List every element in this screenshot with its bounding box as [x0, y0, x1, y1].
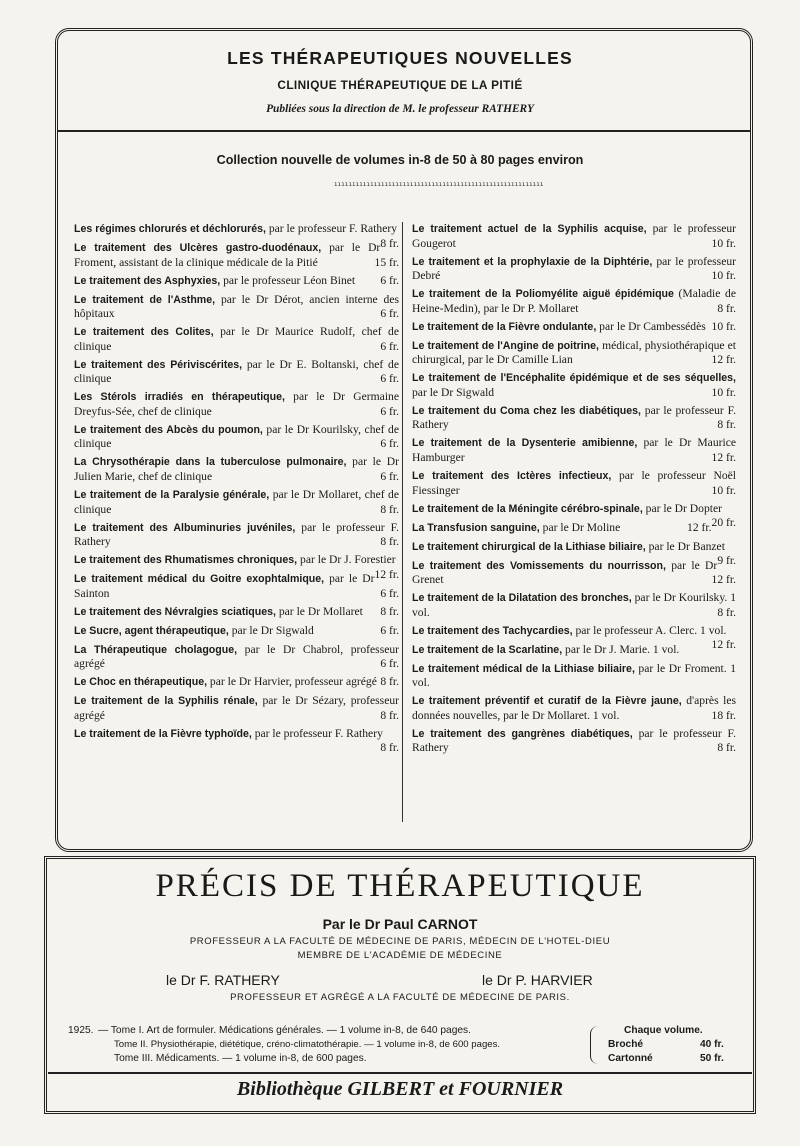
catalog-entry: [412, 694, 736, 722]
entry-author: par le Dr Froment, assistant de la clinique médicale de la Pitié: [74, 240, 381, 269]
entry-author: médical, physiothérapique et chirurgical, par le Dr Camille Lian: [412, 338, 736, 367]
entry-title: Le traitement de la Méningite cérébro-spinale,: [412, 502, 643, 515]
left-column: [74, 222, 399, 755]
entry-author: par le Dr Sigwald: [228, 623, 314, 637]
entry-price: 18 fr.: [711, 708, 736, 722]
entry-price: 6 fr.: [380, 623, 399, 637]
catalog-entry: [412, 727, 736, 755]
tome-2: Tome II. Physiothérapie, diététique, créno-climatothérapie. — 1 volume in-8, de 600 pages.: [114, 1039, 501, 1050]
entry-title: Le traitement de l'Encéphalite épidémique et de ses séquelles,: [412, 372, 736, 385]
catalog-entry: [412, 255, 736, 283]
entry-author: par le Dr Moline: [539, 520, 621, 534]
price-head: Chaque volume.: [624, 1025, 703, 1036]
entry-title: Le Choc en thérapeutique,: [74, 676, 208, 689]
entry-price: 9 fr.: [717, 554, 736, 568]
entry-title: Le traitement de la Syphilis rénale,: [74, 695, 258, 708]
price-brace: [590, 1026, 601, 1064]
publisher: Bibliothèque GILBERT et FOURNIER: [236, 1078, 564, 1100]
entry-title: Le Sucre, agent thérapeutique,: [74, 624, 229, 637]
entry-title: Le traitement des Vomissements du nourrisson,: [412, 559, 666, 572]
entry-author: par le Dr Dopter: [642, 501, 722, 515]
coauthor-harvier: le Dr P. HARVIER: [482, 972, 593, 988]
entry-price: 6 fr.: [380, 437, 399, 451]
entry-author: par le professeur F. Rathery: [251, 726, 383, 740]
entry-author: par le Dr Mollaret, chef de clinique: [74, 488, 399, 516]
entry-price: 6 fr.: [380, 339, 399, 353]
precis-year: 1925.: [68, 1025, 94, 1036]
catalog-entry: [412, 320, 736, 335]
catalog-entry: [74, 624, 399, 639]
entry-price: 6 fr.: [380, 307, 399, 321]
entry-title: Le traitement des Périviscérites,: [74, 358, 243, 371]
entry-author: (Maladie de Heine-Medin), par le Dr P. Mollaret: [412, 287, 736, 315]
entry-title: Le traitement de l'Angine de poitrine,: [412, 339, 599, 352]
entry-title: Le traitement de la Dysenterie amibienne,: [412, 437, 638, 450]
entry-author: par le Dr Sainton: [74, 572, 375, 600]
entry-price: 6 fr.: [380, 404, 399, 418]
entry-price: 12 fr.: [711, 451, 736, 465]
entry-title: Le traitement des gangrènes diabétiques,: [412, 727, 633, 740]
entry-author: par le Dr Banzet: [645, 539, 725, 553]
catalog-entry: [412, 404, 736, 432]
entry-price: 8 fr.: [380, 236, 399, 250]
coauthor-rathery: le Dr F. RATHERY: [166, 972, 280, 988]
catalog-entry: [412, 591, 736, 619]
entry-author: par le professeur F. Rathery: [74, 520, 399, 549]
entry-price: 8 fr.: [380, 708, 399, 722]
entry-title: Le traitement de l'Asthme,: [74, 293, 216, 306]
catalog-entry: [412, 339, 736, 367]
entry-title: Les régimes chlorurés et déchlorurés,: [74, 223, 266, 235]
entry-price: 8 fr.: [717, 741, 736, 755]
entry-author: par le Dr Harvier, professeur agrégé: [207, 675, 377, 689]
entry-title: Les Stérols irradiés en thérapeutique,: [74, 391, 285, 404]
publisher-rule: [48, 1072, 752, 1074]
entry-title: Le traitement des Névralgies sciatiques,: [74, 605, 276, 618]
entry-author: par le Dr Chabrol, professeur agrégé: [74, 642, 400, 671]
entry-title: Le traitement médical de la Lithiase biliaire,: [412, 662, 635, 675]
entry-title: Le traitement et la prophylaxie de la Diphtérie,: [412, 255, 653, 268]
catalog-entry: [412, 559, 736, 587]
entry-price: 12 fr.: [687, 520, 712, 534]
entry-title: Le traitement des Rhumatismes chroniques,: [74, 554, 298, 567]
catalog-entry: [74, 488, 399, 516]
entry-price: 8 fr.: [380, 675, 399, 689]
entry-price: 10 fr.: [711, 385, 736, 399]
entry-price: 10 fr.: [711, 319, 736, 333]
entry-price: 10 fr.: [711, 269, 736, 283]
broche-price: 40 fr.: [700, 1039, 724, 1050]
entry-title: Le traitement de la Dilatation des bronches,: [412, 592, 632, 605]
catalog-entry: [74, 325, 399, 353]
cartonne-label: Cartonné: [608, 1053, 653, 1064]
entry-author: par le Dr J. Forestier: [297, 553, 396, 567]
entry-price: 6 fr.: [380, 372, 399, 386]
catalog-entry: [412, 436, 736, 464]
ornament-line: ıııııııııııııııııııııııııııııııııııııııııııııııııııııııııı: [334, 181, 544, 188]
entry-price: 8 fr.: [717, 301, 736, 315]
catalog-entry: [412, 643, 736, 658]
entry-price: 10 fr.: [711, 236, 736, 250]
entry-author: par le professeur F. Rathery: [412, 726, 736, 755]
entry-title: Le traitement des Abcès du poumon,: [74, 423, 263, 436]
entry-price: 8 fr.: [380, 741, 399, 755]
precis-author-desc1: PROFESSEUR A LA FACULTÉ DE MÉDECINE DE PARIS, MÉDECIN DE L'HOTEL-DIEU: [189, 936, 611, 947]
catalog-entry: [74, 726, 399, 755]
entry-price: 8 fr.: [717, 605, 736, 619]
entry-price: 6 fr.: [380, 273, 399, 287]
catalog-entry: [412, 662, 736, 690]
entry-author: par le professeur Léon Binet: [220, 273, 356, 287]
entry-title: Le traitement des Asphyxies,: [74, 274, 221, 287]
entry-title: Le traitement de la Fièvre ondulante,: [412, 320, 597, 333]
catalog-entry: [74, 675, 399, 690]
precis-author-desc2: MEMBRE DE L'ACADÉMIE DE MÉDECINE: [297, 950, 503, 961]
entry-title: Le traitement actuel de la Syphilis acquise,: [412, 223, 647, 235]
entry-author: par le Dr Froment. 1 vol.: [412, 661, 736, 690]
entry-author: par le Dr Sigwald: [412, 385, 495, 399]
entry-price: 12 fr.: [711, 353, 736, 367]
catalog-entry: [74, 455, 399, 483]
catalog-entry: [74, 423, 399, 451]
catalog-entry: [412, 521, 736, 536]
precis-title: PRÉCIS DE THÉRAPEUTIQUE: [155, 868, 645, 904]
entry-price: 12 fr.: [711, 573, 736, 587]
catalog-entry: [412, 469, 736, 497]
cartonne-price: 50 fr.: [700, 1053, 724, 1064]
entry-author: par le Dr Kourilsky. 1 vol.: [412, 591, 737, 619]
entry-author: d'après les données nouvelles, par le Dr Mollaret. 1 vol.: [412, 694, 736, 722]
entry-author: par le professeur Noël Fiessinger: [412, 469, 736, 497]
entry-price: 8 fr.: [380, 535, 399, 549]
precis-author: Par le Dr Paul CARNOT: [322, 916, 478, 932]
entry-author: par le professeur Debré: [412, 254, 737, 283]
entry-title: La Transfusion sanguine,: [412, 521, 540, 534]
tome-1: — Tome I. Art de formuler. Médications générales. — 1 volume in-8, de 640 pages.: [98, 1025, 471, 1036]
entry-author: par le Dr Dérot, ancien interne des hôpitaux: [74, 292, 400, 321]
entry-title: Le traitement des Ictères infectieux,: [412, 470, 612, 483]
entry-price: 6 fr.: [380, 586, 399, 600]
catalog-entry: [412, 371, 736, 399]
entry-price: 8 fr.: [380, 604, 399, 618]
entry-author: par le Dr Sézary, professeur agrégé: [74, 694, 399, 722]
collection-line: Collection nouvelle de volumes in-8 de 50 à 80 pages environ: [216, 153, 584, 167]
catalog-entry: [74, 605, 399, 620]
catalog-entry: [412, 287, 736, 315]
entry-title: La Chrysothérapie dans la tuberculose pulmonaire,: [74, 456, 347, 469]
entry-title: Le traitement de la Fièvre typhoïde,: [74, 727, 252, 740]
entry-author: par le Dr J. Marie. 1 vol.: [562, 642, 680, 656]
entry-author: par le professeur F. Rathery: [265, 222, 398, 235]
entry-title: Le traitement de la Poliomyélite aiguë épidémique: [412, 288, 674, 301]
entry-price: 20 fr.: [711, 516, 736, 530]
entry-title: La Thérapeutique cholagogue,: [74, 643, 238, 656]
entry-price: 6 fr.: [380, 470, 399, 484]
entry-author: par le Dr Cambessédès: [596, 319, 706, 333]
entry-title: Le traitement médical du Goitre exophtalmique,: [74, 573, 325, 586]
coauthors-desc: PROFESSEUR ET AGRÉGÉ A LA FACULTÉ DE MÉDECINE DE PARIS.: [230, 992, 570, 1003]
entry-author: par le Dr Julien Marie, chef de clinique: [74, 455, 399, 484]
tome-3: Tome III. Médicaments. — 1 volume in-8, de 600 pages.: [114, 1053, 367, 1064]
entry-price: 15 fr.: [374, 255, 399, 269]
catalog-entry: [74, 293, 399, 321]
right-column: [412, 222, 736, 759]
entry-price: 12 fr.: [374, 567, 399, 581]
entry-price: 8 fr.: [717, 418, 736, 432]
entry-title: Le traitement des Colites,: [74, 326, 214, 339]
entry-price: 12 fr.: [711, 638, 736, 652]
catalog-entry: [74, 390, 399, 418]
entry-author: par le professeur A. Clerc. 1 vol.: [572, 623, 727, 637]
entry-author: par le Dr Kourilsky, chef de clinique: [74, 422, 399, 451]
entry-author: par le professeur Gougerot: [412, 222, 737, 250]
column-divider: [402, 222, 403, 822]
series-title: LES THÉRAPEUTIQUES NOUVELLES: [227, 48, 573, 68]
entry-author: par le Dr Grenet: [412, 558, 718, 587]
entry-title: Le traitement chirurgical de la Lithiase biliaire,: [412, 540, 646, 553]
catalog-entry: [74, 572, 399, 600]
entry-author: par le Dr Mollaret: [275, 604, 363, 618]
series-direction: Publiées sous la direction de M. le professeur RATHERY: [266, 103, 534, 115]
entry-author: par le Dr Maurice Hamburger: [412, 436, 736, 465]
catalog-entry: [74, 521, 399, 549]
catalog-entry: [74, 241, 399, 269]
catalog-entry: [74, 358, 399, 386]
header-rule: [58, 130, 750, 132]
entry-title: Le traitement des Albuminuries juvéniles,: [74, 521, 296, 534]
entry-title: Le traitement de la Paralysie générale,: [74, 489, 270, 502]
entry-title: Le traitement des Tachycardies,: [412, 624, 573, 637]
catalog-entry: [74, 694, 399, 722]
entry-price: 8 fr.: [380, 502, 399, 516]
entry-title: Le traitement préventif et curatif de la Fièvre jaune,: [412, 695, 682, 708]
catalog-entry: [74, 643, 399, 671]
entry-title: Le traitement de la Scarlatine,: [412, 643, 563, 656]
entry-author: par le Dr Maurice Rudolf, chef de clinique: [74, 325, 399, 353]
entry-title: Le traitement du Coma chez les diabétiques,: [412, 404, 641, 417]
entry-author: par le Dr Germaine Dreyfus-Sée, chef de clinique: [74, 390, 399, 418]
entry-title: Le traitement des Ulcères gastro-duodénaux,: [74, 241, 322, 254]
entry-price: 10 fr.: [711, 483, 736, 497]
series-subtitle: CLINIQUE THÉRAPEUTIQUE DE LA PITIÉ: [277, 78, 523, 92]
entry-price: 6 fr.: [380, 657, 399, 671]
catalog-entry: [412, 222, 736, 250]
catalog-entry: [74, 274, 399, 289]
entry-author: par le Dr E. Boltanski, chef de clinique: [74, 357, 399, 386]
broche-label: Broché: [608, 1039, 644, 1050]
entry-author: par le professeur F. Rathery: [412, 403, 736, 432]
